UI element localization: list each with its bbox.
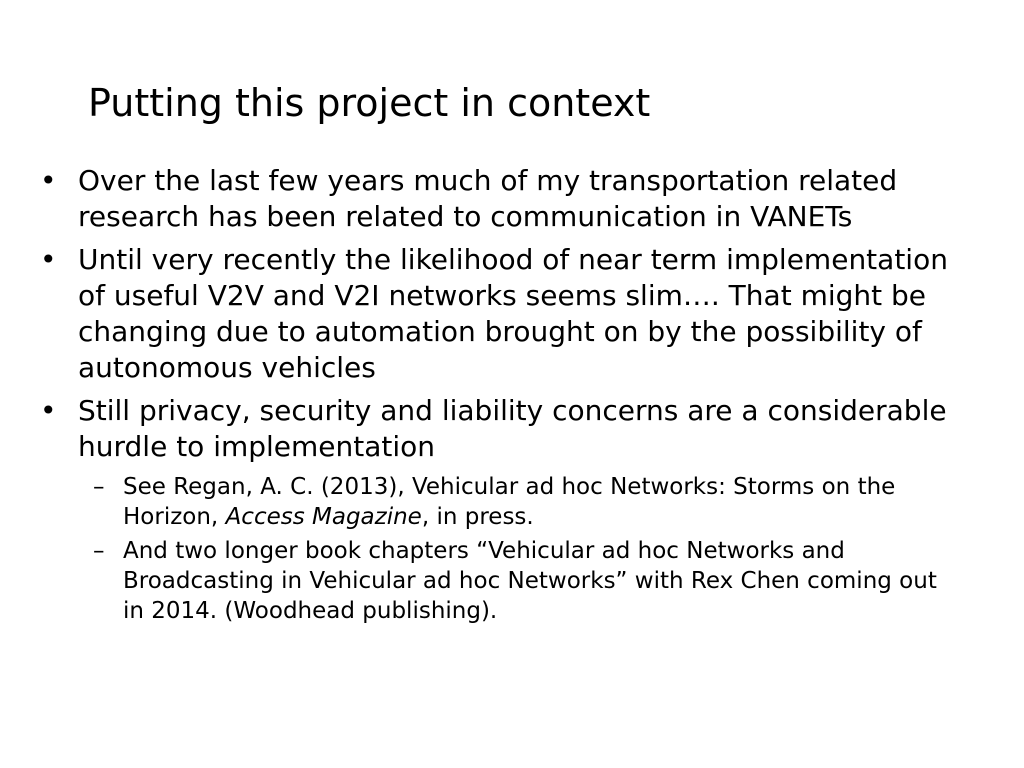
sub-bullet-italic-title: Access Magazine <box>225 504 422 530</box>
sub-bullet-text-before: See Regan, A. C. (2013), Vehicular ad hoc Networks: Storms on the Horizon, <box>123 474 896 530</box>
bullet-text: Still privacy, security and liability concerns are a considerable hurdle to implementation <box>78 394 947 463</box>
bullet-item <box>40 242 973 386</box>
bullet-item <box>40 163 973 235</box>
sub-bullet-text-after: , in press. <box>421 504 534 530</box>
sub-bullet-item <box>40 472 948 532</box>
sub-bullet-text: And two longer book chapters “Vehicular ad hoc Networks and Broadcasting in Vehicular ad hoc Networks” with Rex Chen coming out in 2014. (Woodhead publishing). <box>123 538 937 624</box>
bullet-marker: • <box>40 164 57 197</box>
sub-bullet-marker: – <box>93 474 105 500</box>
bullet-text: Until very recently the likelihood of near term implementation of useful V2V and V2I networks seems slim…. That might be changing due to automation brought on by the possibility of autonomous vehicles <box>78 243 948 384</box>
sub-bullet-marker: – <box>93 538 105 564</box>
bullet-text: Over the last few years much of my transportation related research has been related to communication in VANETs <box>78 164 898 233</box>
sub-bullet-item <box>40 536 948 626</box>
bullet-marker: • <box>40 394 57 427</box>
bullet-item <box>40 393 973 465</box>
slide-title: Putting this project in context <box>88 81 651 125</box>
slide-body <box>40 163 1000 630</box>
sub-bullet-list <box>40 472 1000 626</box>
bullet-marker: • <box>40 243 57 276</box>
